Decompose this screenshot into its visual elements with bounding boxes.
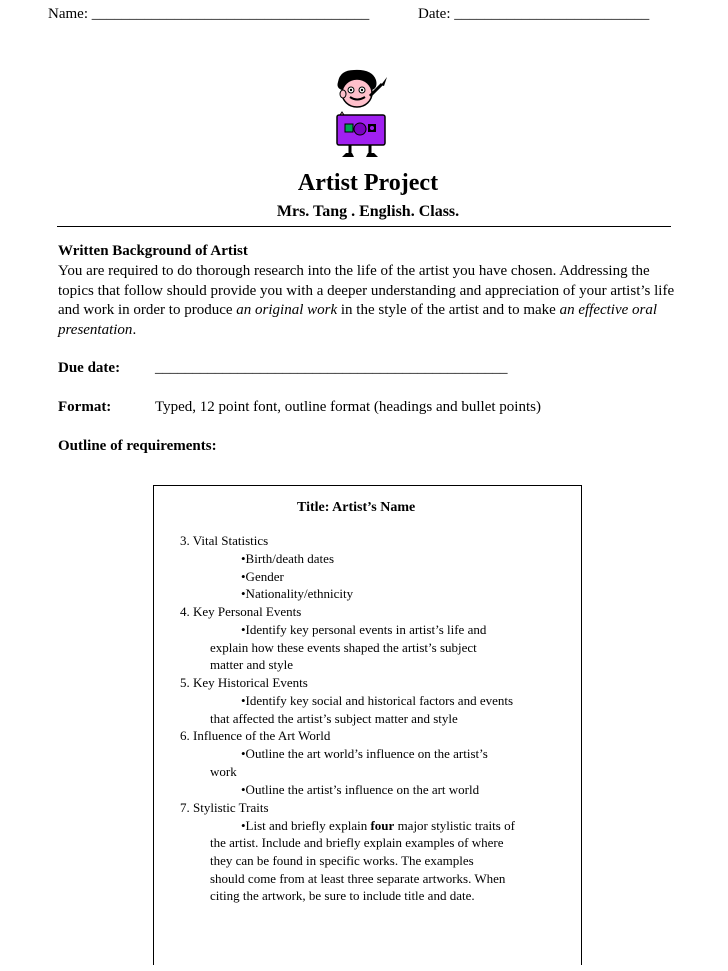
outline-continuation: citing the artwork, be sure to include title and date.: [210, 888, 475, 903]
outline-item-key-historical-events: 5. Key Historical Events: [180, 675, 308, 690]
outline-continuation: should come from at least three separate artworks. When: [210, 871, 506, 886]
name-label: Name:: [48, 6, 88, 22]
format-label: Format:: [58, 399, 112, 415]
outline-item-key-personal-events: 4. Key Personal Events: [180, 604, 302, 619]
outline-bullet: •Birth/death dates: [241, 551, 334, 566]
intro-emphasis-original-work: an original work: [236, 302, 338, 318]
outline-continuation: explain how these events shaped the artist’s subject: [210, 640, 477, 655]
title-divider: [57, 226, 671, 227]
name-line: [48, 6, 369, 23]
outline-continuation: the artist. Include and briefly explain examples of where: [210, 835, 504, 850]
date-blank: __________________________: [454, 6, 650, 22]
intro-paragraph: [58, 262, 688, 340]
section-heading: Written Background of Artist: [58, 243, 248, 259]
outline-bullet: •Identify key social and historical factors and events: [241, 693, 514, 708]
format-value: Typed, 12 point font, outline format (headings and bullet points): [155, 399, 541, 415]
due-date-blank: _______________________________________________: [155, 360, 508, 376]
date-label: Date:: [418, 6, 451, 22]
outline-continuation: work: [210, 764, 237, 779]
intro-emphasis-oral-presentation: an effective oral presentation: [58, 302, 658, 338]
intro-text-1: You are required to do thorough research into the life of the artist you have chosen. Addressing the topics that follow should provide you with a deeper understanding and appreciation of your artist’s life and work in order to produce: [58, 263, 675, 318]
outline-bullet-text: •List and briefly explain: [241, 818, 371, 833]
outline-item-influence-of-art-world: 6. Influence of the Art World: [180, 728, 331, 743]
outline-label: Outline of requirements:: [58, 438, 217, 454]
intro-text-3: .: [132, 321, 137, 338]
outline-bullet-text: major stylistic traits of: [394, 818, 515, 833]
outline-item-stylistic-traits: 7. Stylistic Traits: [180, 800, 269, 815]
outline-bullet: •Outline the art world’s influence on the artist’s: [241, 746, 488, 761]
outline-box-title: Title: Artist’s Name: [297, 500, 416, 515]
date-line: [418, 6, 649, 23]
outline-continuation: that affected the artist’s subject matter and style: [210, 711, 458, 726]
intro-text-2: in the style of the artist and to make: [337, 302, 560, 318]
outline-bullet-emphasis: four: [370, 818, 395, 833]
outline-item-vital-statistics: 3. Vital Statistics: [180, 533, 269, 548]
due-date-label: Due date:: [58, 360, 121, 376]
outline-bullet: •Nationality/ethnicity: [241, 586, 354, 601]
name-blank: _____________________________________: [91, 6, 370, 22]
outline-bullet: •Outline the artist’s influence on the art world: [241, 782, 480, 797]
painter-with-canvas-icon: [326, 66, 398, 160]
outline-bullet: •Gender: [241, 569, 284, 584]
outline-continuation: they can be found in specific works. The examples: [210, 853, 474, 868]
document-subtitle: Mrs. Tang . English. Class.: [276, 203, 460, 220]
outline-bullet: [241, 818, 515, 834]
document-title: Artist Project: [297, 170, 439, 196]
outline-continuation: matter and style: [210, 657, 294, 672]
outline-bullet: •Identify key personal events in artist’s life and: [241, 622, 487, 637]
